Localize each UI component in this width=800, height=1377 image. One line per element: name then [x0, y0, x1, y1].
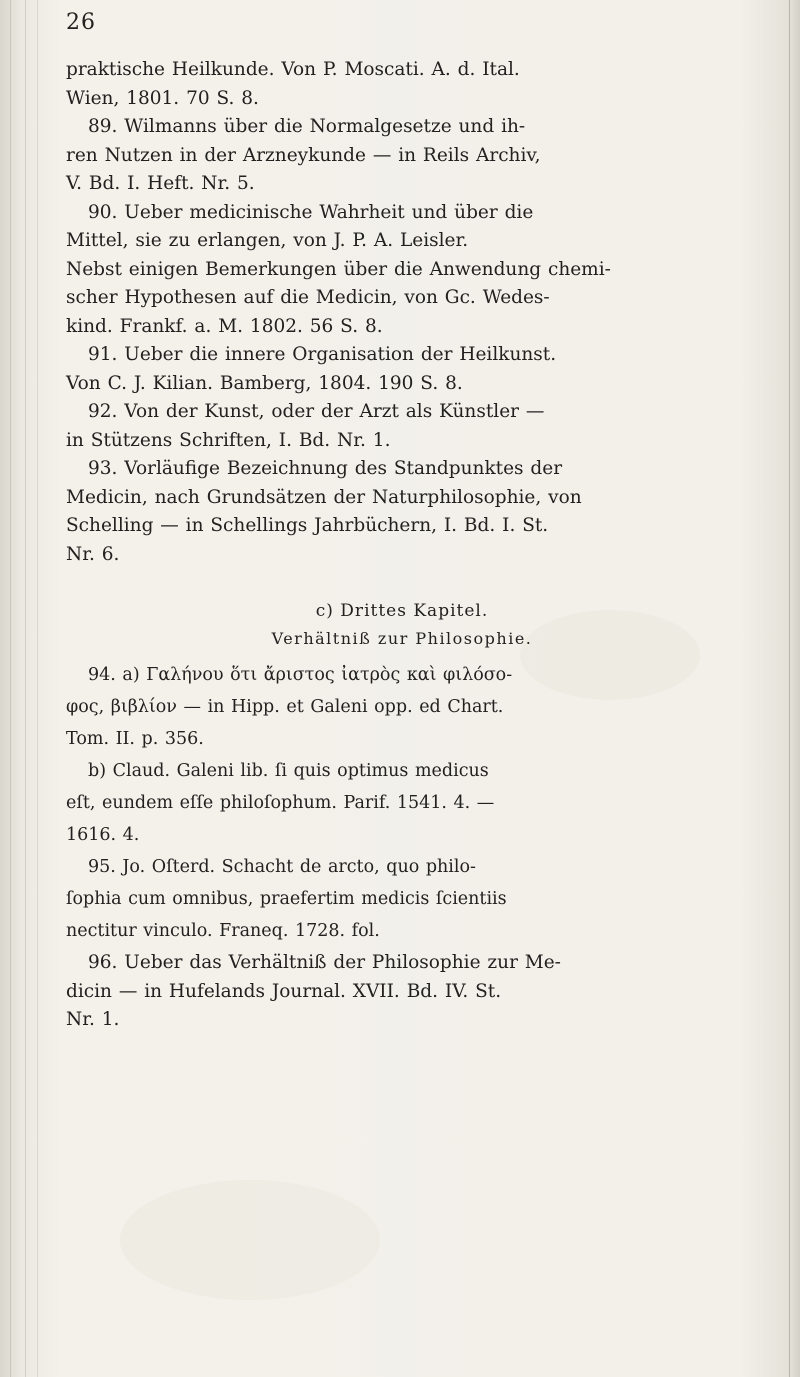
bibliography-entries-final — [66, 949, 738, 1035]
text-line: Tom. II. p. 356. — [66, 729, 204, 749]
text-line: 1616. 4. — [66, 825, 140, 845]
chapter-subtitle: Verhältniß zur Philosophie. — [271, 629, 533, 648]
text-line: 96. Ueber das Verhältniß der Philosophie zur Me- — [88, 952, 561, 973]
section-gap — [66, 569, 738, 597]
text-line: 91. Ueber die innere Organisation der Heilkunst. — [88, 344, 557, 365]
text-line: eſt, eundem eſſe philoſophum. Parif. 1541. 4. — — [66, 793, 495, 813]
page-number: 26 — [66, 10, 96, 35]
text-line: 95. Jo. Oſterd. Schacht de arcto, quo philo- — [88, 857, 476, 877]
paper-stain — [120, 1180, 380, 1300]
body-text — [66, 56, 738, 1035]
text-line: Nr. 1. — [66, 1009, 120, 1030]
text-line: Medicin, nach Grundsätzen der Naturphilosophie, von — [66, 486, 582, 508]
text-line: 93. Vorläufige Bezeichnung des Standpunktes der — [88, 458, 563, 479]
text-line: Schelling — in Schellings Jahrbüchern, I. Bd. I. St. — [66, 515, 549, 536]
text-line: Nebst einigen Bemerkungen über die Anwendung chemi- — [66, 258, 611, 280]
text-line: 89. Wilmanns über die Normalgesetze und ih- — [88, 116, 526, 137]
text-line: Mittel, sie zu erlangen, von J. P. A. Leisler. — [66, 230, 469, 251]
text-line: b) Claud. Galeni lib. ſi quis optimus medicus — [88, 761, 489, 781]
text-line: 92. Von der Kunst, oder der Arzt als Künstler — — [88, 401, 545, 422]
text-line: kind. Frankf. a. M. 1802. 56 S. 8. — [66, 315, 383, 337]
text-line: dicin — in Hufelands Journal. XVII. Bd. IV. St. — [66, 980, 502, 1002]
text-line: 90. Ueber medicinische Wahrheit und über die — [88, 201, 534, 223]
page-edge-shadow — [10, 0, 11, 1377]
chapter-title: c) Drittes Kapitel. — [315, 601, 489, 621]
text-line: 94. a) Γαλήνου ὅτι ἄριστος ἰατρὸς καὶ φιλόσο- — [88, 665, 513, 685]
text-line: nectitur vinculo. Franeq. 1728. fol. — [66, 921, 380, 941]
text-line: praktische Heilkunde. Von P. Moscati. A. d. Ital. — [66, 59, 520, 80]
page-fold-line — [37, 0, 38, 1377]
page-fold-line — [25, 0, 26, 1377]
latin-entries — [66, 659, 738, 947]
text-line: V. Bd. I. Heft. Nr. 5. — [66, 173, 255, 194]
text-line: scher Hypothesen auf die Medicin, von Gc. Wedes- — [66, 287, 550, 308]
text-line: ſophia cum omnibus, praefertim medicis ſcientiis — [66, 889, 507, 909]
text-line: Von C. J. Kilian. Bamberg, 1804. 190 S. 8. — [66, 372, 463, 394]
text-line: in Stützens Schriften, I. Bd. Nr. 1. — [66, 429, 391, 451]
text-line: φος, βιβλίον — in Hipp. et Galeni opp. ed Chart. — [66, 697, 504, 717]
text-line: Wien, 1801. 70 S. 8. — [66, 87, 259, 109]
text-line: Nr. 6. — [66, 543, 120, 565]
bibliography-entries — [66, 56, 738, 569]
page-edge-shadow — [789, 0, 790, 1377]
text-line: ren Nutzen in der Arzneykunde — in Reils Archiv, — [66, 144, 541, 166]
